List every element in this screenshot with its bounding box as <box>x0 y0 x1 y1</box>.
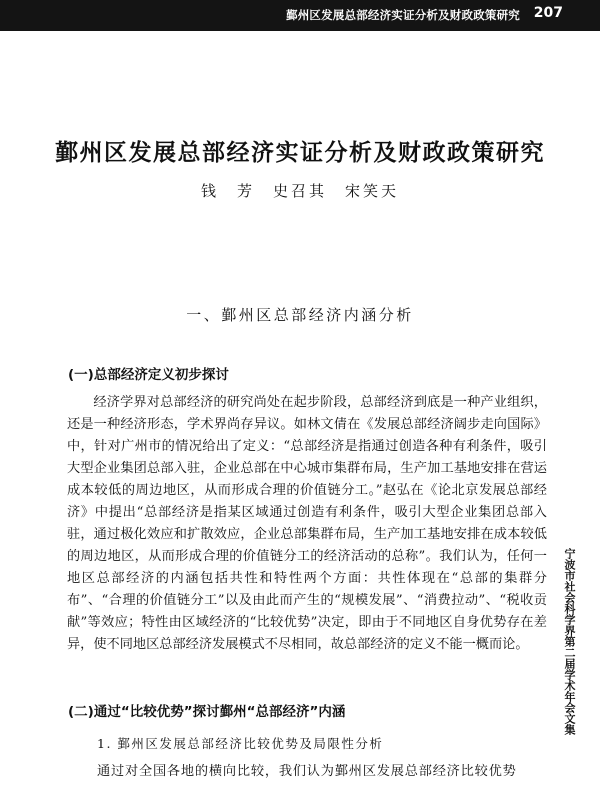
authors: 钱 芳 史召其 宋笑天 <box>200 182 399 200</box>
paragraph-first-line: 通过对全国各地的横向比较，我们认为鄞州区发展总部经济比较优势 <box>97 764 517 779</box>
body-paragraph: 经济学界对总部经济的研究尚处在起步阶段，总部经济到底是一种产业组织，还是一种经济形态，学术界尚存异议。如林文倩在《发展总部经济阔步走向国际》中，针对广州市的情况给出了定义：“总部经济是指通过创造各种有利条件，吸引大型企业集团总部入驻，企业总部在中心城市集群布局，生产加工基地安排在营运成本较低的周边地区，从而形成合理的价值链分工。”赵弘在《论北京发展总部经济》中提出“总部经济是指某区域通过创造有利条件，吸引大型企业集团总部入驻，通过极化效应和扩散效应，企业总部集群布局，生产加工基地安排在成本较低的周边地区，从而形成合理的价值链分工的经济活动的总称”。我们认为，任何一地区总部经济的内涵包括共性和特性两个方面：共性体现在“总部的集群分布”、“合理的价值链分工”以及由此而产生的“规模发展”、“消费拉动”、“税收贡献”等效应；特性由区域经济的“比较优势”决定，即由于不同地区自身优势存在差异，使不同地区总部经济发展模式不尽相同，故总部经济的定义不能一概而论。 <box>67 395 547 652</box>
running-header <box>0 0 600 31</box>
running-header-title: 鄞州区发展总部经济实证分析及财政政策研究 <box>286 8 520 22</box>
item-heading-1: 1. 鄞州区发展总部经济比较优势及局限性分析 <box>97 736 384 751</box>
page-number: 207 <box>533 5 563 21</box>
side-note-vertical: 宁波市社会科学界第二届学术年会文集 <box>563 548 576 735</box>
section-heading: 一、鄞州区总部经济内涵分析 <box>186 306 414 324</box>
subsection-heading-2: (二)通过“比较优势”探讨鄞州“总部经济”内涵 <box>68 704 346 720</box>
article-title: 鄞州区发展总部经济实证分析及财政政策研究 <box>55 139 545 166</box>
subsection-heading-1: (一)总部经济定义初步探讨 <box>68 367 229 383</box>
